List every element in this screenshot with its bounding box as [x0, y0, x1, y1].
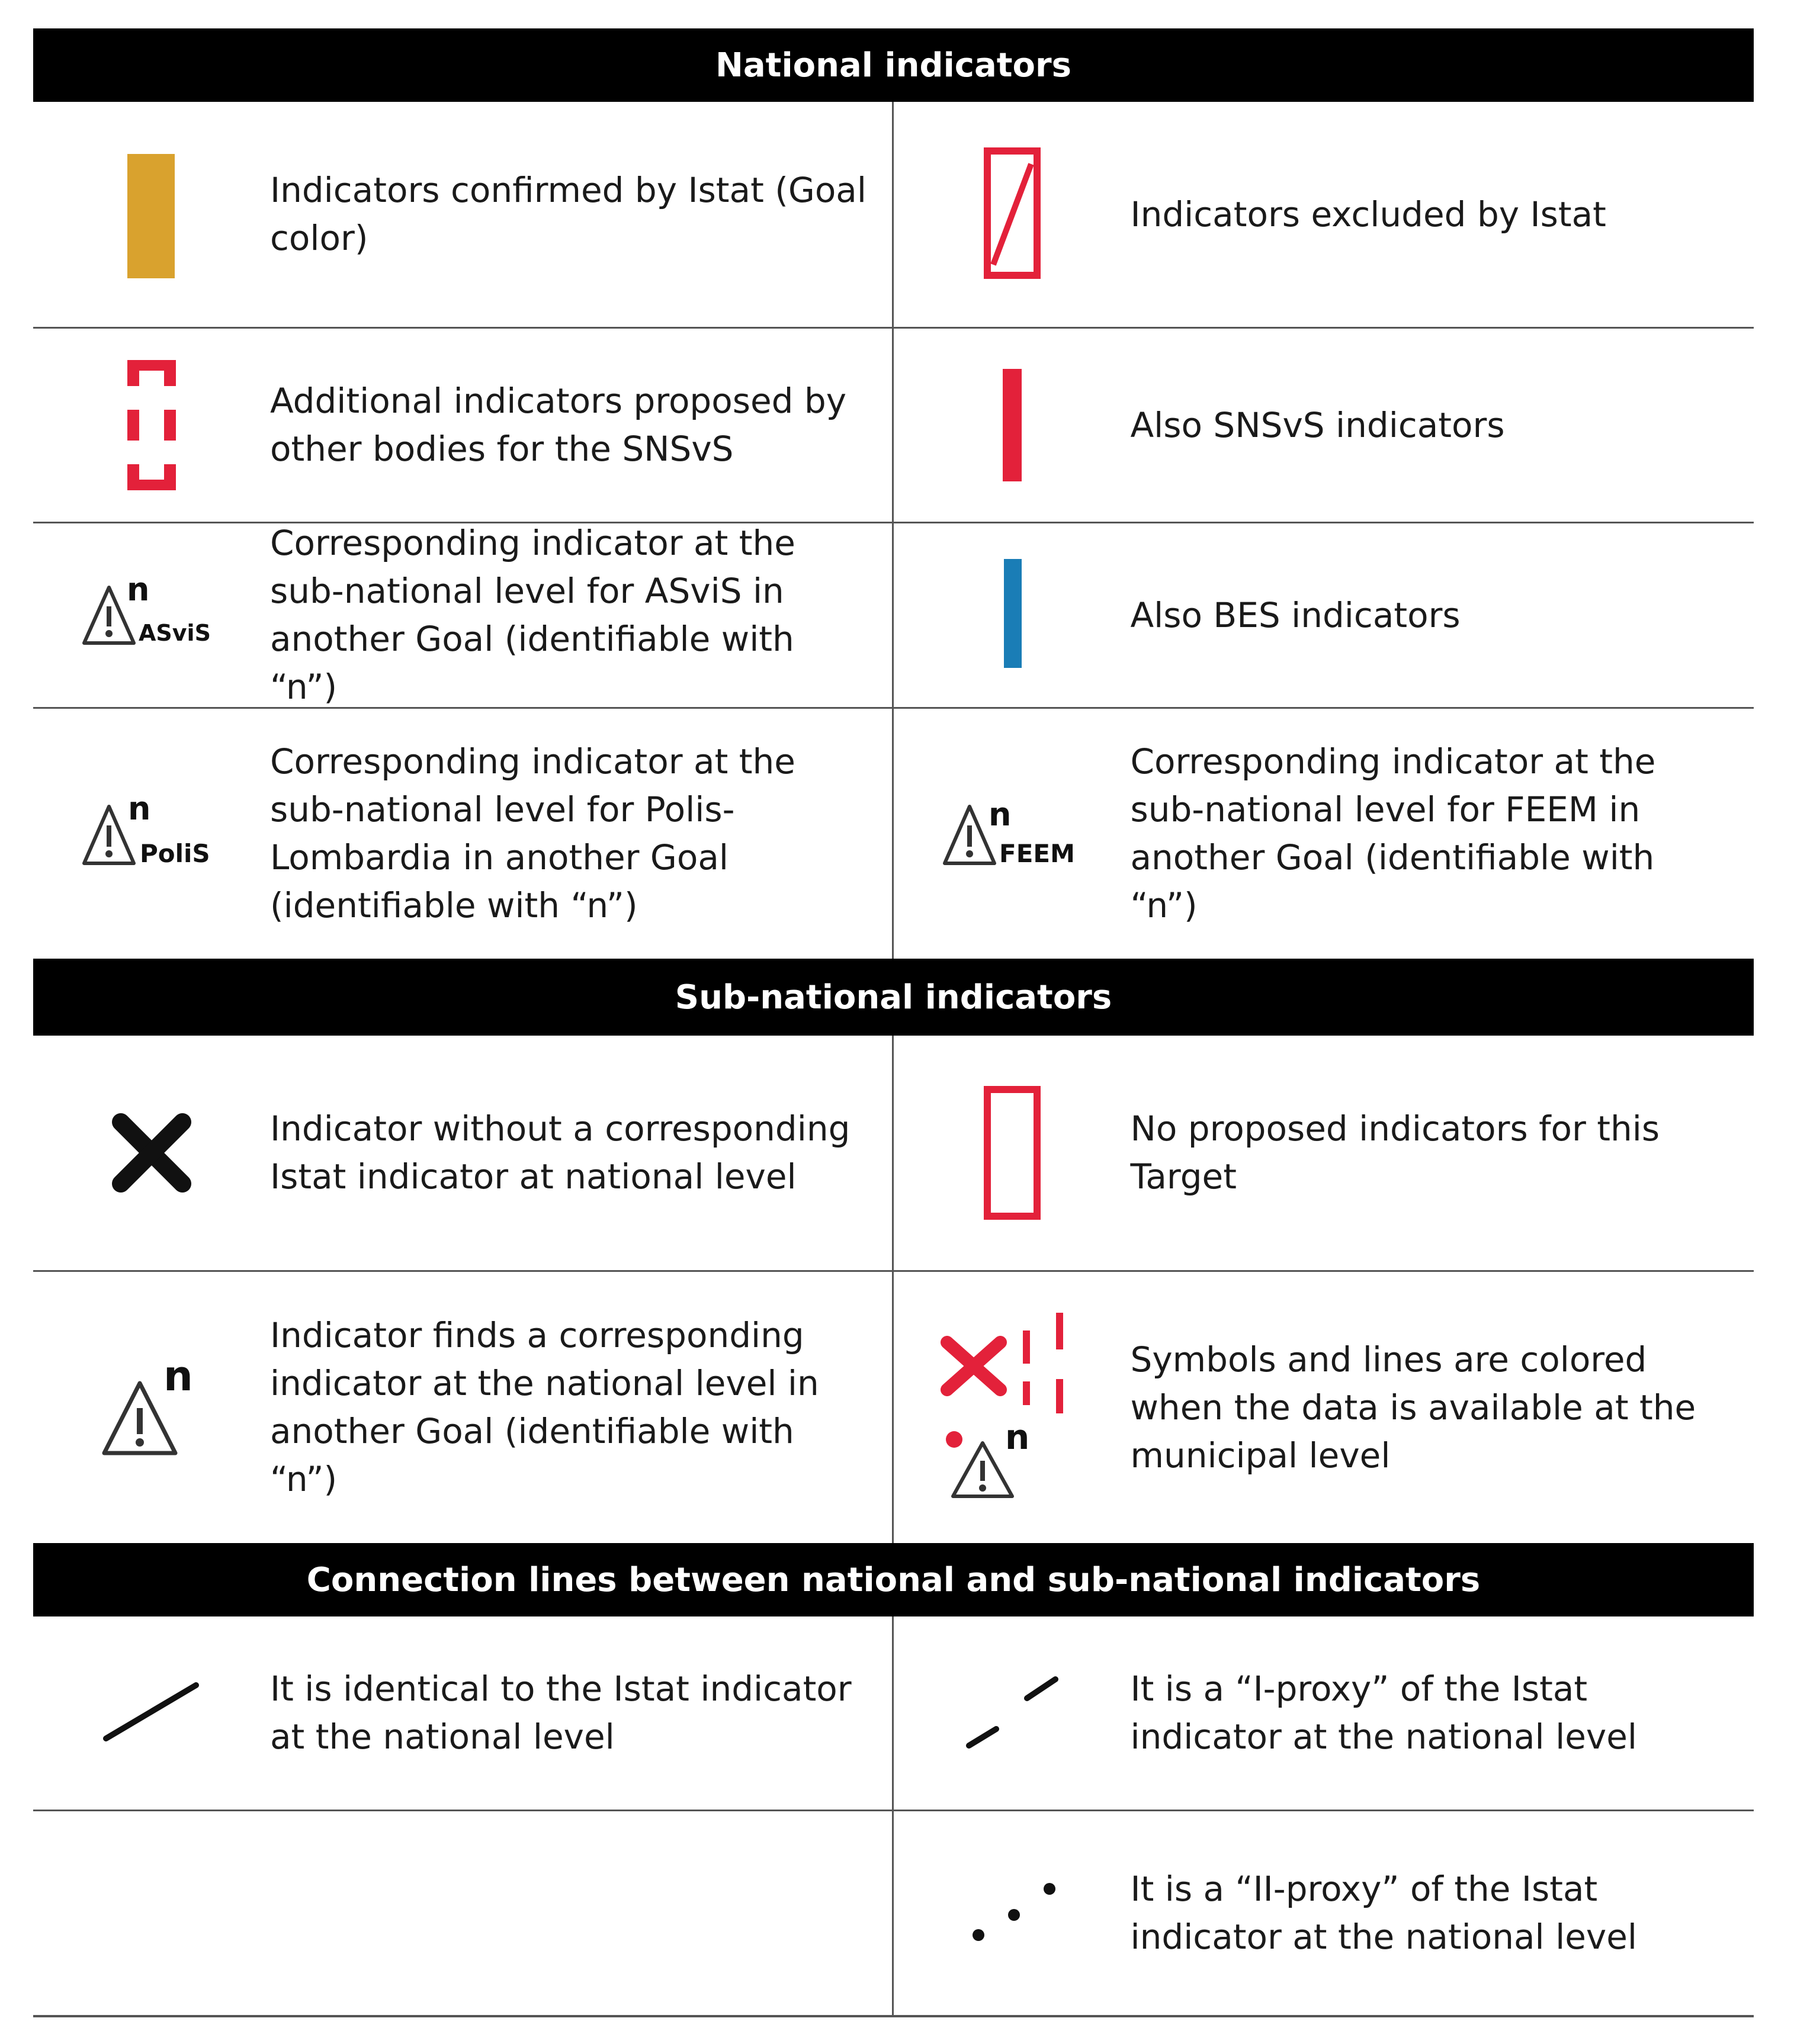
section-title: National indicators: [715, 46, 1071, 85]
section-header-subnational: [33, 959, 1754, 1036]
section-header-connection-lines: [33, 1543, 1754, 1616]
legend-cell: [894, 709, 1754, 959]
red-dot-icon: [946, 1431, 962, 1448]
legend-row: [33, 1272, 1754, 1543]
legend-text: Also BES indicators: [1130, 594, 1461, 635]
legend-row: [33, 329, 1754, 523]
legend-row: [33, 1036, 1754, 1272]
solid-line-icon: [33, 1616, 270, 1810]
legend-text: Indicators confirmed by Istat (Goal color): [270, 170, 866, 258]
legend-text: It is a “I-proxy” of the Istat indicator at the national level: [1130, 1669, 1637, 1757]
red-crossed-box-icon: [894, 102, 1131, 327]
legend-cell: [894, 1811, 1754, 2015]
legend-cell: [33, 1616, 894, 1810]
legend-text: Also SNSvS indicators: [1130, 404, 1505, 445]
blue-bar-icon: [894, 523, 1131, 707]
legend-text: Corresponding indicator at the sub-national level for ASviS in another Goal (identifiable with “n”): [270, 523, 795, 707]
section-header-national: [33, 28, 1754, 102]
legend-cell: [33, 523, 894, 707]
legend-cell-empty: [33, 1811, 894, 2015]
superscript-n: n: [128, 790, 151, 827]
legend-cell: [33, 329, 894, 522]
legend-text: No proposed indicators for this Target: [1130, 1108, 1660, 1197]
legend-cell: [894, 1272, 1754, 1543]
legend-row: [33, 709, 1754, 959]
red-dashed-lines-icon: [1023, 1313, 1063, 1413]
dotted-line-icon: [894, 1811, 1131, 2015]
legend-row: [33, 1811, 1754, 2017]
legend-cell: [33, 1036, 894, 1270]
black-x-icon: [33, 1036, 270, 1270]
legend-text: Indicator without a corresponding Istat indicator at national level: [270, 1108, 851, 1197]
legend-cell: [894, 1036, 1754, 1270]
superscript-n: n: [988, 796, 1011, 833]
legend-cell: [894, 102, 1754, 327]
red-x-icon: [947, 1342, 1000, 1390]
red-dashed-box-icon: [33, 329, 270, 522]
warning-n-icon: [33, 1272, 270, 1543]
warning-asvis-icon: [33, 523, 270, 707]
superscript-n: n: [163, 1352, 193, 1400]
legend-text: Additional indicators proposed by other bodies for the SNSvS: [270, 381, 847, 469]
legend-cell: [894, 329, 1754, 522]
superscript-n: n: [127, 571, 150, 608]
legend-row: [33, 102, 1754, 329]
legend-cell: [33, 102, 894, 327]
colored-symbols-icon: [894, 1272, 1131, 1543]
legend-row: [33, 1616, 1754, 1811]
legend-cell: [894, 1616, 1754, 1810]
gold-bar-icon: [33, 102, 270, 327]
legend-cell: [33, 709, 894, 959]
section-title: Connection lines between national and sub-national indicators: [306, 1560, 1481, 1599]
legend-text: Indicator finds a corresponding indicator at the national level in another Goal (identifiable with “n”): [270, 1315, 819, 1499]
warning-feem-icon: [894, 709, 1131, 959]
legend-text: Corresponding indicator at the sub-national level for FEEM in another Goal (identifiable with “n”): [1130, 741, 1656, 925]
legend-text: It is a “II-proxy” of the Istat indicator at the national level: [1130, 1869, 1637, 1957]
legend-text: Symbols and lines are colored when the data is available at the municipal level: [1130, 1339, 1696, 1476]
legend-text: Indicators excluded by Istat: [1130, 194, 1606, 234]
legend-text: Corresponding indicator at the sub-national level for Polis-Lombardia in another Goal (identifiable with “n”): [270, 741, 795, 925]
legend-cell: [33, 1272, 894, 1543]
red-bar-icon: [894, 329, 1131, 522]
legend-text: It is identical to the Istat indicator at the national level: [270, 1669, 852, 1757]
indicator-legend: [33, 28, 1754, 2017]
icon-label: ASviS: [139, 620, 211, 646]
red-empty-box-icon: [894, 1036, 1131, 1270]
warning-polis-icon: [33, 709, 270, 959]
warning-icon: [953, 1443, 1012, 1496]
legend-cell: [894, 523, 1754, 707]
dashed-line-icon: [894, 1616, 1131, 1810]
legend-row: [33, 523, 1754, 709]
superscript-n: n: [1004, 1417, 1029, 1457]
icon-label: FEEM: [999, 839, 1075, 868]
section-title: Sub-national indicators: [675, 978, 1112, 1017]
icon-label: PoliS: [140, 839, 210, 868]
